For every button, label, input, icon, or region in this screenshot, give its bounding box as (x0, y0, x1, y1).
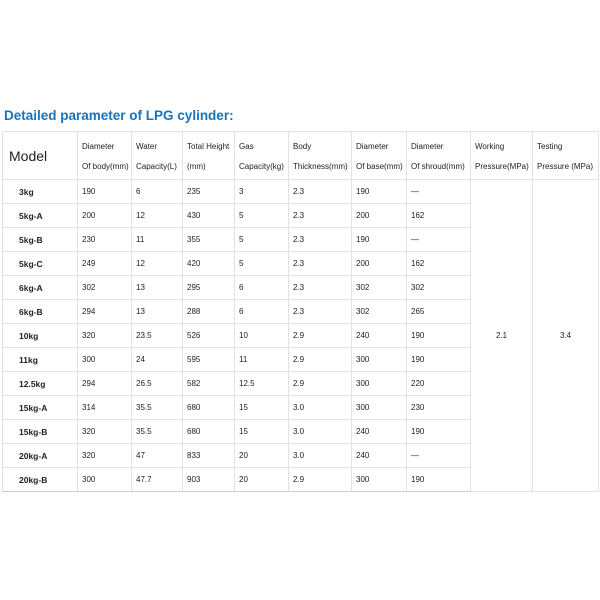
cell-gas-capacity: 11 (235, 348, 289, 372)
cell-gas-capacity: 20 (235, 468, 289, 492)
cell-diameter-body: 320 (78, 420, 132, 444)
cell-body-thickness: 3.0 (289, 396, 352, 420)
cell-body-thickness: 2.3 (289, 300, 352, 324)
cell-diameter-base: 240 (352, 324, 407, 348)
header-line: Diameter (82, 142, 115, 151)
cell-diameter-shroud: 230 (407, 396, 471, 420)
cell-water-capacity: 47 (132, 444, 183, 468)
cell-diameter-body: 294 (78, 372, 132, 396)
cell-diameter-shroud: 190 (407, 324, 471, 348)
cell-total-height: 526 (183, 324, 235, 348)
cell-water-capacity: 23.5 (132, 324, 183, 348)
header-total-height (183, 132, 235, 180)
cell-gas-capacity: 15 (235, 396, 289, 420)
header-working-pressure (471, 132, 533, 180)
cell-model: 3kg (3, 180, 78, 204)
cell-model: 20kg-A (3, 444, 78, 468)
cell-diameter-shroud: 302 (407, 276, 471, 300)
cell-diameter-base: 302 (352, 276, 407, 300)
cell-gas-capacity: 6 (235, 300, 289, 324)
cell-diameter-shroud: — (407, 444, 471, 468)
header-line: Thickness(mm) (293, 162, 348, 171)
cell-diameter-shroud: 190 (407, 468, 471, 492)
working-pressure-cell: 2.1 (471, 180, 533, 492)
cell-total-height: 833 (183, 444, 235, 468)
cell-model: 5kg-A (3, 204, 78, 228)
cell-water-capacity: 24 (132, 348, 183, 372)
header-line: Of shroud(mm) (411, 162, 465, 171)
cell-total-height: 430 (183, 204, 235, 228)
cell-diameter-body: 314 (78, 396, 132, 420)
cell-water-capacity: 35.5 (132, 420, 183, 444)
cell-diameter-shroud: 220 (407, 372, 471, 396)
header-line: Of base(mm) (356, 162, 403, 171)
header-diameter-body (78, 132, 132, 180)
cell-diameter-body: 300 (78, 468, 132, 492)
cell-diameter-body: 294 (78, 300, 132, 324)
cell-diameter-body: 249 (78, 252, 132, 276)
cell-diameter-body: 320 (78, 324, 132, 348)
cell-total-height: 903 (183, 468, 235, 492)
cell-diameter-base: 200 (352, 252, 407, 276)
cell-diameter-base: 300 (352, 396, 407, 420)
cell-body-thickness: 2.3 (289, 228, 352, 252)
header-line: Capacity(kg) (239, 162, 284, 171)
header-diameter-shroud (407, 132, 471, 180)
header-line: Of body(mm) (82, 162, 129, 171)
cell-diameter-body: 200 (78, 204, 132, 228)
lpg-parameter-table (2, 131, 599, 492)
cell-diameter-base: 190 (352, 180, 407, 204)
cell-model: 10kg (3, 324, 78, 348)
cell-total-height: 288 (183, 300, 235, 324)
cell-total-height: 235 (183, 180, 235, 204)
cell-diameter-base: 300 (352, 372, 407, 396)
cell-total-height: 680 (183, 420, 235, 444)
cell-diameter-body: 190 (78, 180, 132, 204)
page-title: Detailed parameter of LPG cylinder: (4, 108, 234, 123)
header-testing-pressure (533, 132, 599, 180)
cell-diameter-body: 230 (78, 228, 132, 252)
header-body-thickness (289, 132, 352, 180)
cell-total-height: 420 (183, 252, 235, 276)
cell-model: 11kg (3, 348, 78, 372)
table-row (3, 180, 599, 204)
cell-diameter-base: 300 (352, 348, 407, 372)
cell-gas-capacity: 5 (235, 228, 289, 252)
header-model: Model (3, 132, 78, 180)
cell-body-thickness: 3.0 (289, 444, 352, 468)
cell-model: 6kg-A (3, 276, 78, 300)
cell-diameter-body: 302 (78, 276, 132, 300)
cell-model: 6kg-B (3, 300, 78, 324)
header-gas-capacity (235, 132, 289, 180)
cell-total-height: 680 (183, 396, 235, 420)
cell-total-height: 355 (183, 228, 235, 252)
cell-body-thickness: 2.9 (289, 372, 352, 396)
cell-gas-capacity: 20 (235, 444, 289, 468)
cell-gas-capacity: 5 (235, 204, 289, 228)
testing-pressure-cell: 3.4 (533, 180, 599, 492)
cell-water-capacity: 12 (132, 204, 183, 228)
cell-total-height: 295 (183, 276, 235, 300)
cell-water-capacity: 6 (132, 180, 183, 204)
cell-model: 5kg-B (3, 228, 78, 252)
header-line: Water (136, 142, 158, 151)
cell-diameter-shroud: 265 (407, 300, 471, 324)
header-line: Pressure(MPa) (475, 162, 529, 171)
header-line: (mm) (187, 162, 206, 171)
cell-diameter-base: 300 (352, 468, 407, 492)
cell-diameter-body: 300 (78, 348, 132, 372)
cell-diameter-base: 190 (352, 228, 407, 252)
cell-diameter-shroud: 162 (407, 252, 471, 276)
cell-model: 20kg-B (3, 468, 78, 492)
cell-gas-capacity: 12.5 (235, 372, 289, 396)
cell-water-capacity: 35.5 (132, 396, 183, 420)
cell-body-thickness: 2.9 (289, 348, 352, 372)
cell-gas-capacity: 3 (235, 180, 289, 204)
cell-gas-capacity: 6 (235, 276, 289, 300)
cell-diameter-base: 302 (352, 300, 407, 324)
header-line: Total Height (187, 142, 230, 151)
header-line: Diameter (411, 142, 444, 151)
cell-model: 5kg-C (3, 252, 78, 276)
table-header-row (3, 132, 599, 180)
cell-diameter-shroud: — (407, 180, 471, 204)
cell-body-thickness: 2.9 (289, 468, 352, 492)
cell-model: 12.5kg (3, 372, 78, 396)
cell-diameter-shroud: 190 (407, 348, 471, 372)
cell-water-capacity: 13 (132, 300, 183, 324)
header-line: Body (293, 142, 312, 151)
cell-body-thickness: 3.0 (289, 420, 352, 444)
cell-gas-capacity: 5 (235, 252, 289, 276)
cell-total-height: 582 (183, 372, 235, 396)
cell-body-thickness: 2.3 (289, 252, 352, 276)
header-diameter-base (352, 132, 407, 180)
cell-gas-capacity: 15 (235, 420, 289, 444)
cell-water-capacity: 12 (132, 252, 183, 276)
header-line: Pressure (MPa) (537, 162, 594, 171)
cell-diameter-shroud: — (407, 228, 471, 252)
cell-body-thickness: 2.9 (289, 324, 352, 348)
cell-body-thickness: 2.3 (289, 180, 352, 204)
cell-total-height: 595 (183, 348, 235, 372)
cell-water-capacity: 11 (132, 228, 183, 252)
cell-diameter-base: 200 (352, 204, 407, 228)
cell-body-thickness: 2.3 (289, 204, 352, 228)
cell-water-capacity: 13 (132, 276, 183, 300)
cell-diameter-base: 240 (352, 444, 407, 468)
cell-diameter-shroud: 190 (407, 420, 471, 444)
cell-model: 15kg-B (3, 420, 78, 444)
cell-diameter-body: 320 (78, 444, 132, 468)
header-line: Testing (537, 142, 563, 151)
header-line: Capacity(L) (136, 162, 177, 171)
header-water-capacity (132, 132, 183, 180)
header-line: Gas (239, 142, 254, 151)
header-line: Working (475, 142, 505, 151)
cell-water-capacity: 47.7 (132, 468, 183, 492)
header-line: Diameter (356, 142, 389, 151)
cell-model: 15kg-A (3, 396, 78, 420)
cell-diameter-base: 240 (352, 420, 407, 444)
cell-water-capacity: 26.5 (132, 372, 183, 396)
cell-body-thickness: 2.3 (289, 276, 352, 300)
cell-diameter-shroud: 162 (407, 204, 471, 228)
cell-gas-capacity: 10 (235, 324, 289, 348)
